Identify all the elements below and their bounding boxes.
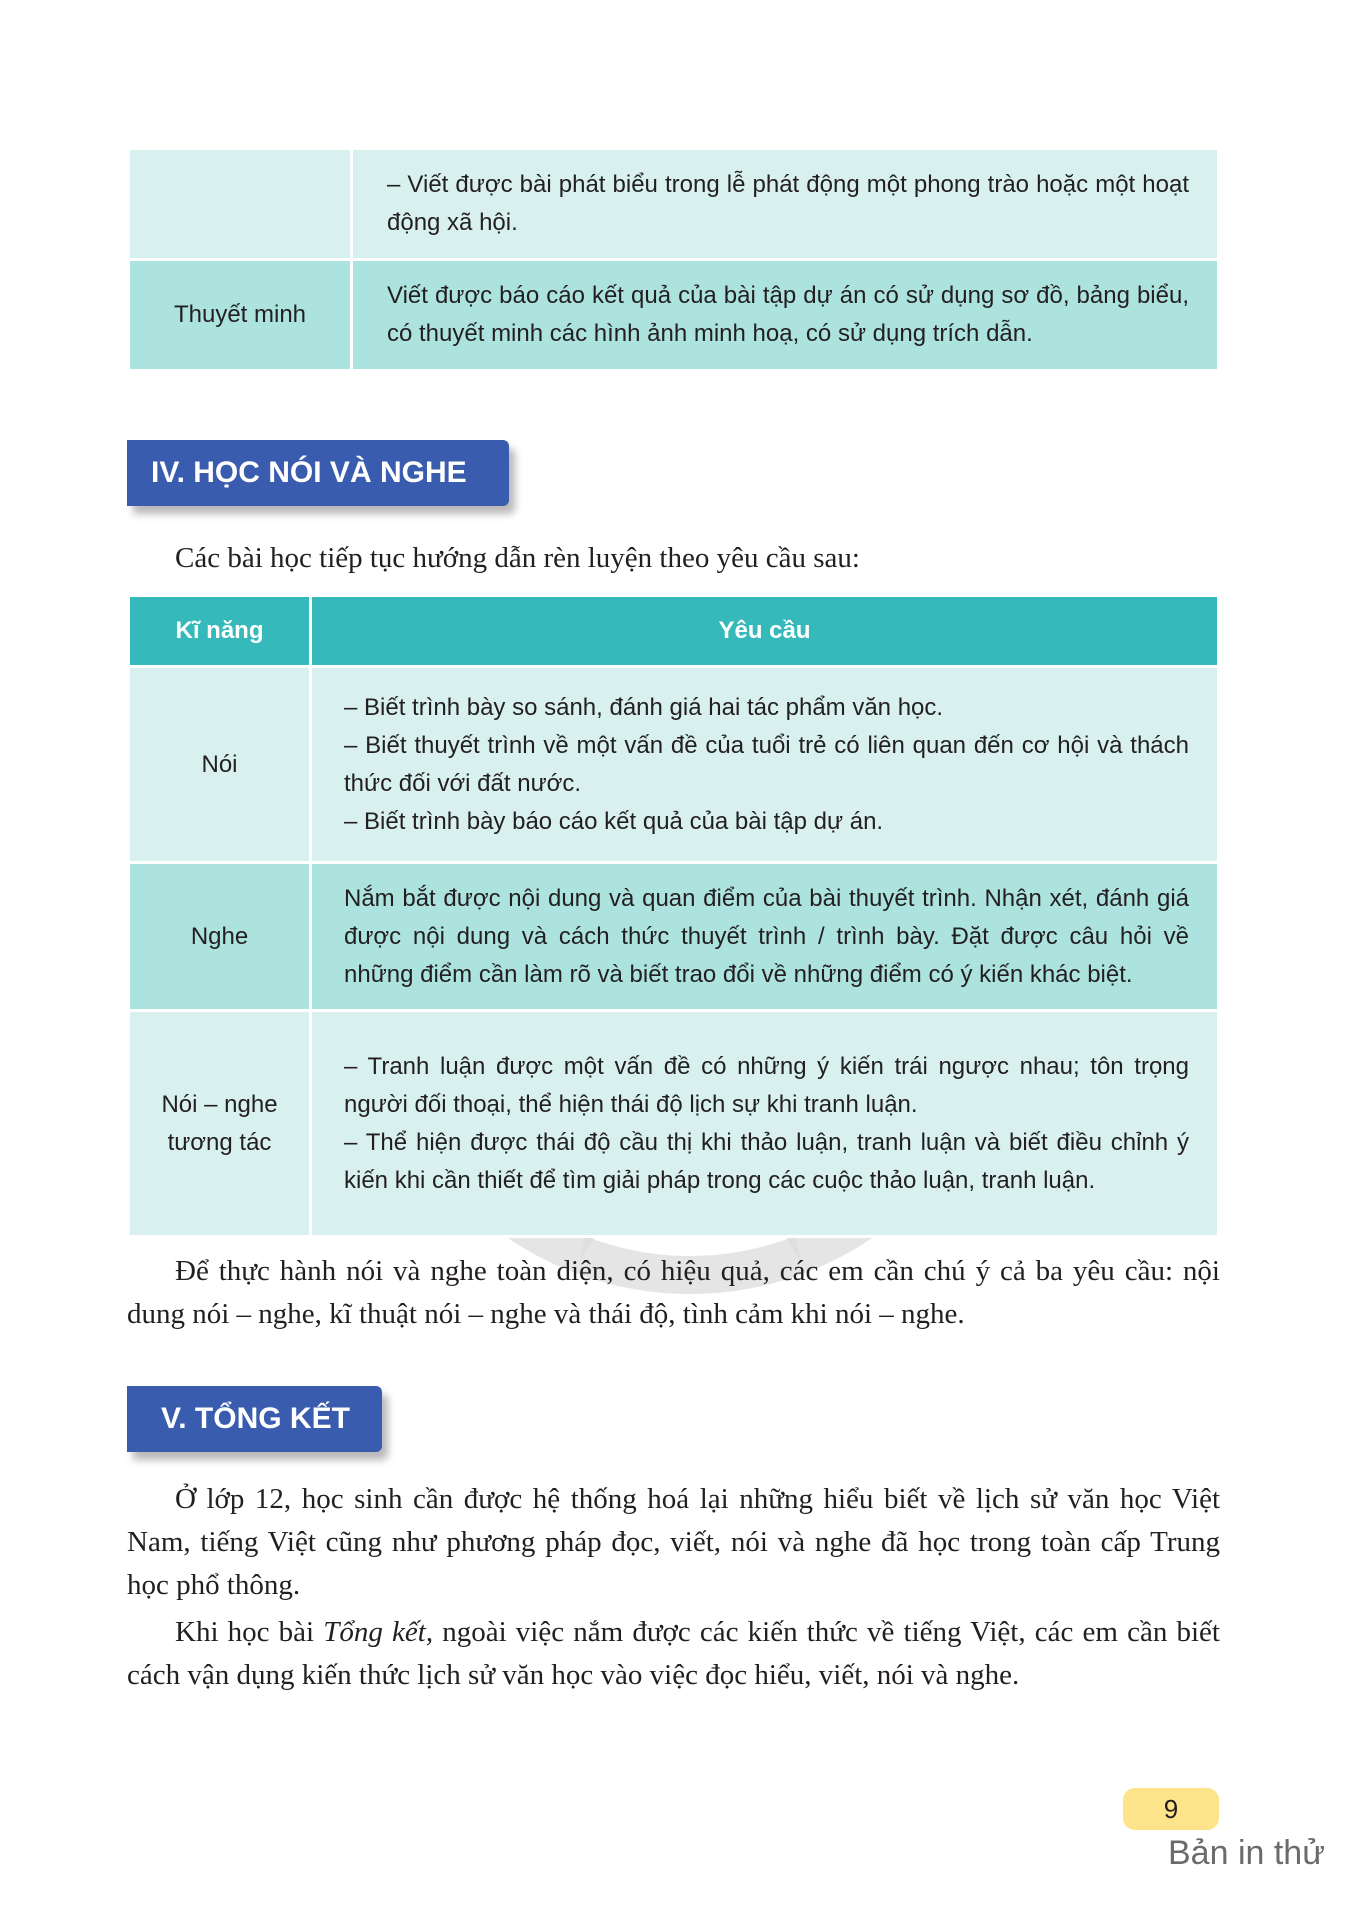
requirement-item: – Biết trình bày báo cáo kết quả của bài tập dự án.	[344, 807, 884, 835]
requirement-item: – Biết thuyết trình về một vấn đề của tuổi trẻ có liên quan đến cơ hội và thách thức đối với đất nước.	[344, 731, 1189, 797]
section-v-body	[127, 1478, 1220, 1697]
table-header-row	[129, 596, 1219, 667]
requirement-cell: Viết được báo cáo kết quả của bài tập dự án có sử dụng sơ đồ, bảng biểu, có thuyết minh các hình ảnh minh hoạ, có sử dụng trích dẫn.	[352, 260, 1219, 371]
requirement-cell	[311, 667, 1219, 863]
requirement-cell: – Viết được bài phát biểu trong lễ phát động một phong trào hoặc một hoạt động xã hội.	[352, 149, 1219, 260]
column-header-requirement: Yêu cầu	[311, 596, 1219, 667]
top-requirements-table	[127, 147, 1220, 372]
skill-cell	[129, 1011, 311, 1237]
requirement-item: – Biết trình bày so sánh, đánh giá hai tác phẩm văn học.	[344, 693, 944, 721]
skill-cell: Nghe	[129, 863, 311, 1011]
table-row	[129, 1011, 1219, 1237]
requirement-item: – Tranh luận được một vấn đề có những ý kiến trái ngược nhau; tôn trọng người đối thoại, thể hiện thái độ lịch sự khi tranh luận.	[344, 1052, 1189, 1118]
speaking-listening-table	[127, 594, 1220, 1238]
column-header-skill: Kĩ năng	[129, 596, 311, 667]
skill-cell: Nói	[129, 667, 311, 863]
section-iv-heading: IV. HỌC NÓI VÀ NGHE	[127, 440, 509, 506]
skill-cell	[129, 149, 352, 260]
paragraph: Khi học bài Tổng kết, ngoài việc nắm được các kiến thức về tiếng Việt, các em cần biết cách vận dụng kiến thức lịch sử văn học vào việc đọc hiểu, viết, nói và nghe.	[127, 1616, 1220, 1691]
requirement-item: – Thể hiện được thái độ cầu thị khi thảo luận, tranh luận và biết điều chỉnh ý kiến khi cần thiết để tìm giải pháp trong các cuộc thảo luận, tranh luận.	[344, 1128, 1189, 1194]
page-number-badge: 9	[1123, 1788, 1219, 1830]
draft-note: Bản in thử	[1168, 1834, 1325, 1872]
requirement-cell	[311, 863, 1219, 1011]
table-row	[129, 260, 1219, 371]
requirement-cell	[311, 1011, 1219, 1237]
table-row	[129, 667, 1219, 863]
skill-label-line: tương tác	[167, 1128, 272, 1156]
table-row	[129, 863, 1219, 1011]
skill-label-line: Nói – nghe	[161, 1090, 278, 1118]
section-v-heading: V. TỔNG KẾT	[127, 1386, 382, 1452]
paragraph: Ở lớp 12, học sinh cần được hệ thống hoá lại những hiểu biết về lịch sử văn học Việt Nam, tiếng Việt cũng như phương pháp đọc, viết, nói và nghe đã học trong toàn cấp Trung học phổ thông.	[127, 1483, 1220, 1601]
table-row	[129, 149, 1219, 260]
skill-cell: Thuyết minh	[129, 260, 352, 371]
section-iv-closing: Để thực hành nói và nghe toàn diện, có hiệu quả, các em cần chú ý cả ba yêu cầu: nội dung nói – nghe, kĩ thuật nói – nghe và thái độ, tình cảm khi nói – nghe.	[127, 1255, 1220, 1330]
section-iv-intro: Các bài học tiếp tục hướng dẫn rèn luyện theo yêu cầu sau:	[175, 542, 860, 574]
requirement-item: Nắm bắt được nội dung và quan điểm của bài thuyết trình. Nhận xét, đánh giá được nội dung và cách thức thuyết trình / trình bày. Đặt được câu hỏi về những điểm cần làm rõ và biết trao đổi về những điểm có ý kiến khác biệt.	[344, 884, 1189, 988]
